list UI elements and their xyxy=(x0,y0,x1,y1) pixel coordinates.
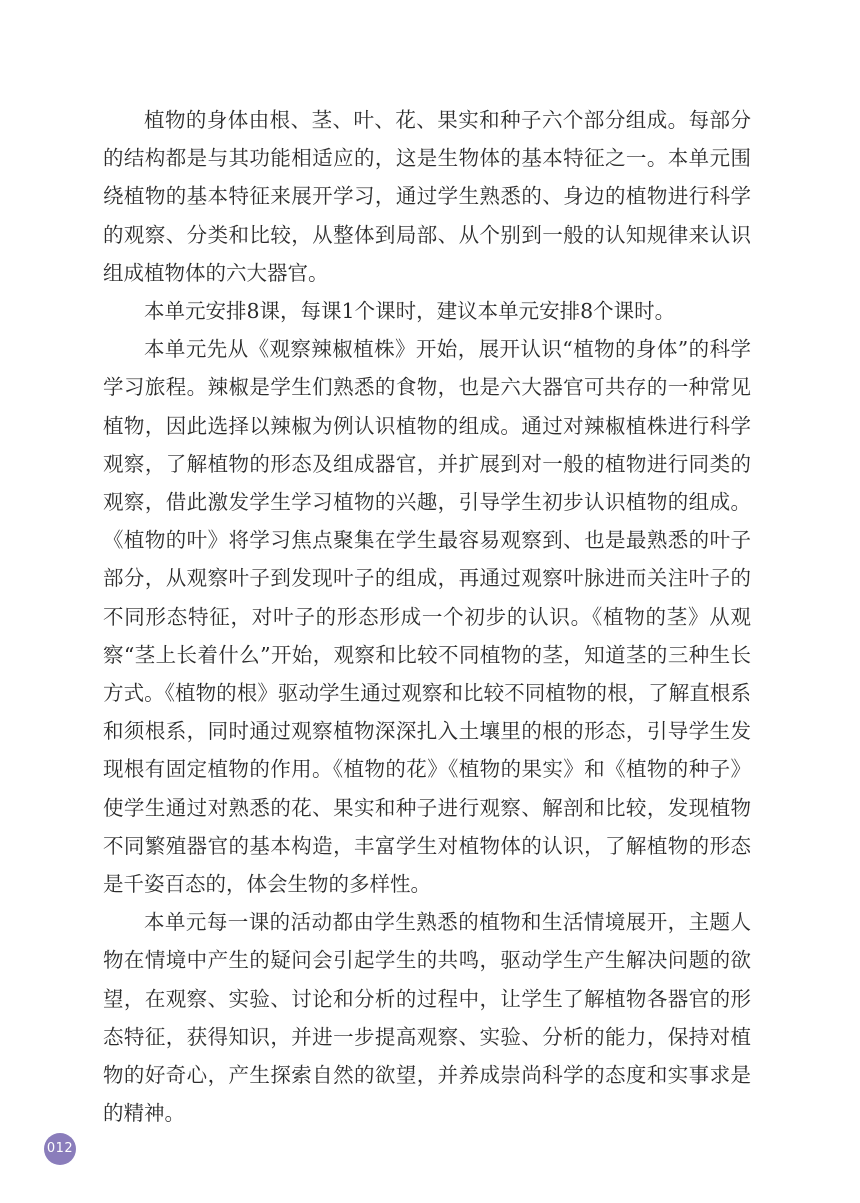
paragraph-activities: 本单元每一课的活动都由学生熟悉的植物和生活情境展开，主题人物在情境中产生的疑问会引起学生的共鸣，驱动学生产生解决问题的欲望，在观察、实验、讨论和分析的过程中，让学生了解植物各器官的形态特征，获得知识，并进一步提高观察、实验、分析的能力，保持对植物的好奇心，产生探索自然的欲望，并养成崇尚科学的态度和实事求是的精神。 xyxy=(103,910,751,1126)
paragraph-schedule: 本单元安排8课，每课1个课时，建议本单元安排8个课时。 xyxy=(144,299,676,324)
paragraph-intro: 植物的身体由根、茎、叶、花、果实和种子六个部分组成。每部分的结构都是与其功能相适应的，这是生物体的基本特征之一。本单元围绕植物的基本特征来展开学习，通过学生熟悉的、身边的植物进行科学的观察、分类和比较，从整体到局部、从个别到一般的认知规律来认识组成植物体的六大器官。 xyxy=(103,108,751,285)
body-text xyxy=(103,101,751,1132)
paragraph-lessons-overview: 本单元先从《观察辣椒植株》开始，展开认识“植物的身体”的科学学习旅程。辣椒是学生们熟悉的食物，也是六大器官可共存的一种常见植物，因此选择以辣椒为例认识植物的组成。通过对辣椒植株进行科学观察，了解植物的形态及组成器官，并扩展到对一般的植物进行同类的观察，借此激发学生学习植物的兴趣，引导学生初步认识植物的组成。《植物的叶》将学习焦点聚集在学生最容易观察到、也是最熟悉的叶子部分，从观察叶子到发现叶子的组成，再通过观察叶脉进而关注叶子的不同形态特征，对叶子的形态形成一个初步的认识。《植物的茎》从观察“茎上长着什么”开始，观察和比较不同植物的茎，知道茎的三种生长方式。《植物的根》驱动学生通过观察和比较不同植物的根，了解直根系和须根系，同时通过观察植物深深扎入土壤里的根的形态，引导学生发现根有固定植物的作用。《植物的花》《植物的果实》和《植物的种子》使学生通过对熟悉的花、果实和种子进行观察、解剖和比较，发现植物不同繁殖器官的基本构造，丰富学生对植物体的认识，了解植物的形态是千姿百态的，体会生物的多样性。 xyxy=(103,337,751,897)
page-number-badge: 012 xyxy=(44,1133,76,1165)
